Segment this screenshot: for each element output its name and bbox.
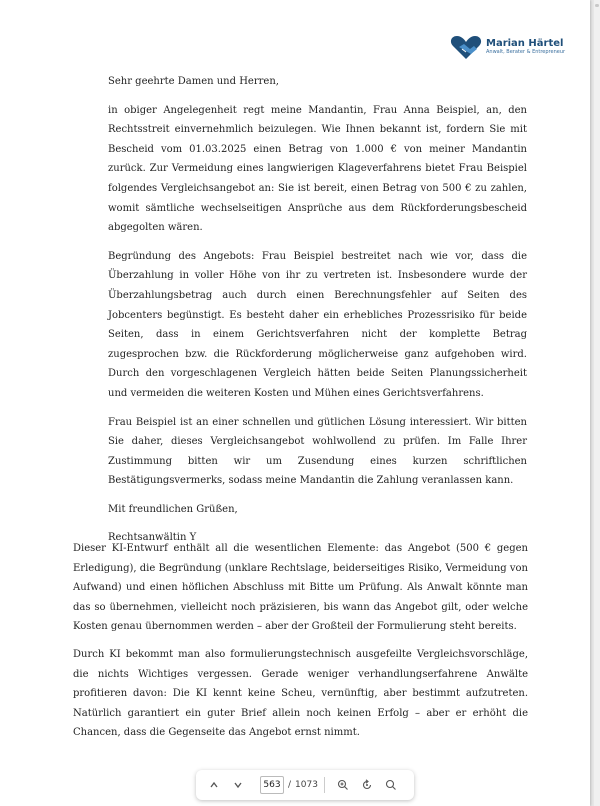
letter-closing: Mit freundlichen Grüßen, [108,503,238,515]
letter-signature: Rechtsanwältin Y [108,532,197,544]
search-button[interactable] [379,773,403,797]
rotate-icon [361,779,373,791]
letter-paragraph: Begründung des Angebots: Frau Beispiel bestreitet nach wie vor, dass die Überzahlung in voller Höhe von ihr zu vertreten ist. Insbesondere wurde der Überzahlungsbetrag auch durch einen Berechnungsfehler auf Seiten des Jobcenters begünstigt. Es besteht daher ein erhebliches Prozessrisiko für beide Seiten, dass in einem Gerichtsverfahren nicht der komplette Betrag zugesprochen bzw. die Rückforderung möglicherweise ganz aufgehoben wird. Durch den vorgeschlagenen Vergleich hätten beide Seiten Planungssicherheit und vermeiden die weiteren Kosten und Mühen eines Gerichtsverfahrens. [108,250,527,399]
rotate-button[interactable] [355,773,379,797]
zoom-in-icon [337,779,349,791]
vertical-scrollbar[interactable] [594,0,600,806]
commentary-paragraph: Dieser KI-Entwurf enthält all die wesentlichen Elemente: das Angebot (500 € gegen Erledigung), die Begründung (unklare Rechtslage, beiderseitiges Risiko, Vermeidung von Aufwand) und einen höflichen Abschluss mit Bitte um Prüfung. Als Anwalt könnte man das so übernehmen, vielleicht noch präzisieren, bis wann das Angebot gilt, oder welche Kosten genau übernommen werden – aber der Großteil der Formulierung steht bereits. [73,543,528,633]
chevron-down-icon [233,780,243,790]
zoom-in-button[interactable] [331,773,355,797]
next-page-button[interactable] [226,773,250,797]
letter-body [108,72,527,557]
page-number-input[interactable] [260,776,284,794]
handshake-heart-icon [450,34,482,60]
chevron-up-icon [209,780,219,790]
toolbar-divider [324,777,325,793]
commentary-paragraph: Durch KI bekommt man also formulierungstechnisch ausgefeilte Vergleichsvorschläge, die nichts Wichtiges vergessen. Gerade weniger verhandlungserfahrene Anwälte profitieren davon: Die KI kennt keine Scheu, vernünftig, aber bestimmt aufzutreten. Natürlich garantiert ein guter Brief allein noch keinen Erfolg – aber er erhöht die Chancen, dass die Gegenseite das Angebot ernst nimmt. [73,648,528,739]
search-icon [385,779,397,791]
previous-page-button[interactable] [202,773,226,797]
scrollbar-thumb[interactable] [595,4,599,7]
letter-paragraph: Frau Beispiel ist an einer schnellen und gütlichen Lösung interessiert. Wir bitten Sie daher, dieses Vergleichsangebot wohlwollend zu prüfen. Im Falle Ihrer Zustimmung bitten wir um Zusendung eines kurzen schriftlichen Bestätigungsvermerks, sodass meine Mandantin die Zahlung veranlassen kann. [108,416,527,487]
letter-paragraph: in obiger Angelegenheit regt meine Mandantin, Frau Anna Beispiel, an, den Rechtsstreit einvernehmlich beizulegen. Wie Ihnen bekannt ist, fordern Sie mit Bescheid vom 01.03.2025 einen Betrag von 1.000 € von meiner Mandantin zurück. Zur Vermeidung eines langwierigen Klageverfahrens bietet Frau Beispiel folgendes Vergleichsangebot an: Sie ist bereit, einen Betrag von 500 € zu zahlen, womit sämtliche wechselseitigen Ansprüche aus dem Rückforderungsbescheid abgegolten wären. [108,104,527,234]
commentary [73,539,528,751]
pdf-toolbar [196,770,414,800]
brand-logo [450,34,565,60]
letter-salutation: Sehr geehrte Damen und Herren, [108,76,279,87]
page-separator: / [288,780,292,790]
logo-tagline: Anwalt, Berater & Entrepreneur [486,49,566,55]
logo-name: Marian Härtel [486,38,564,49]
total-pages: 1073 [295,780,318,790]
